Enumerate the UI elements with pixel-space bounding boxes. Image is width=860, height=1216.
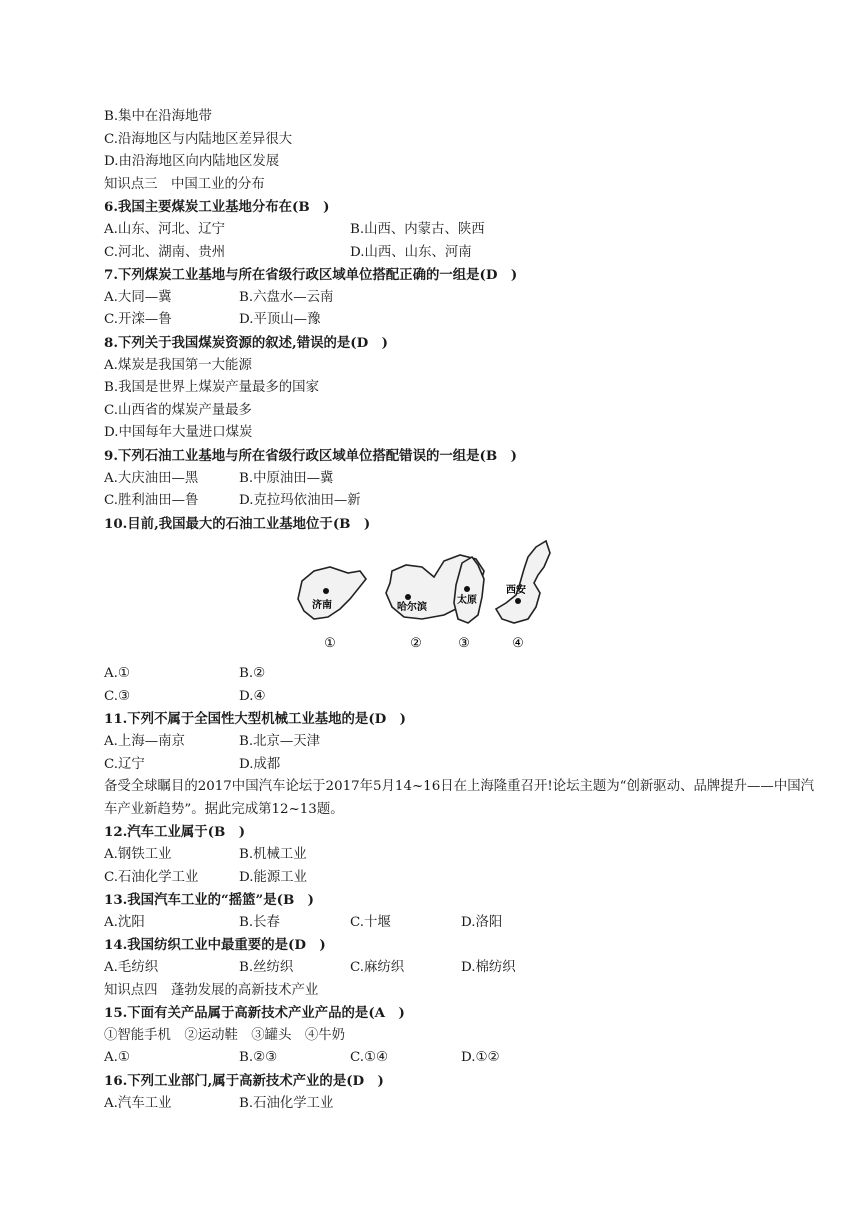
option-b: B.山西、内蒙古、陕西	[350, 221, 485, 237]
options-row	[104, 242, 824, 265]
option-d: D.①②	[461, 1050, 500, 1066]
option-c: C.①④	[350, 1050, 389, 1066]
option-c: C.开滦—鲁	[104, 312, 172, 328]
city-label: 哈尔滨	[397, 602, 427, 614]
options-row	[104, 912, 824, 935]
option-b: B.中原油田—冀	[239, 470, 334, 486]
option-a: A.大庆油田—黑	[104, 470, 199, 486]
options-row	[104, 1047, 824, 1070]
option-b: B.北京—天津	[239, 734, 321, 750]
question-stem: 14.我国纺织工业中最重要的是(	[104, 937, 295, 954]
option-a: A.煤炭是我国第一大能源	[104, 357, 252, 373]
question-10	[104, 513, 824, 536]
options-row	[104, 686, 824, 709]
city-label: 济南	[312, 600, 332, 612]
answer: B	[282, 892, 295, 909]
question-11	[104, 708, 824, 731]
options-row	[104, 219, 824, 242]
option-c: C.胜利油田—鲁	[104, 493, 199, 509]
paren-close: )	[385, 1005, 405, 1022]
option-b: B.我国是世界上煤炭产量最多的国家	[104, 380, 319, 396]
map-number: ④	[512, 636, 524, 652]
option-b: B.机械工业	[239, 847, 307, 863]
question-items: ①智能手机 ②运动鞋 ③罐头 ④牛奶	[104, 1027, 346, 1043]
option-a: A.钢铁工业	[104, 847, 172, 863]
paren-close: )	[225, 824, 246, 841]
question-stem: 6.我国主要煤炭工业基地分布在(	[104, 199, 299, 216]
option-c: C.山西省的煤炭产量最多	[104, 402, 252, 418]
option-a: A.汽车工业	[104, 1095, 172, 1111]
question-stem: 10.目前,我国最大的石油工业基地位于(	[104, 515, 340, 532]
answer: A	[374, 1005, 386, 1022]
option-b: B.六盘水—云南	[239, 289, 334, 305]
map-number: ③	[458, 636, 470, 652]
option-d: D.④	[239, 688, 266, 704]
option-c: C.石油化学工业	[104, 869, 199, 885]
options-row	[104, 287, 824, 310]
option-d: D.山西、山东、河南	[350, 244, 472, 260]
city-label: 太原	[457, 595, 477, 607]
question-8	[104, 332, 824, 355]
option-d: D.成都	[239, 756, 281, 772]
option-c: C.麻纺织	[350, 960, 405, 975]
option-b: B.②	[239, 666, 266, 682]
answer: D	[294, 937, 306, 954]
paren-close: )	[368, 334, 388, 351]
option-a: A.①	[104, 666, 130, 682]
options-row	[104, 957, 824, 980]
paren-close: )	[497, 447, 517, 464]
option-d: D.棉纺织	[461, 960, 516, 975]
map-number: ①	[324, 636, 336, 652]
question-9	[104, 445, 824, 468]
option-d: D.能源工业	[239, 869, 308, 885]
option-c: C.③	[104, 688, 131, 704]
province-maps	[104, 537, 824, 659]
paren-close: )	[294, 892, 315, 909]
paren-close: )	[305, 937, 326, 954]
options-row	[104, 468, 824, 491]
option-b: B.长春	[239, 914, 280, 930]
option-a: A.沈阳	[104, 914, 145, 930]
question-15	[104, 1002, 824, 1025]
answer: B	[485, 447, 498, 464]
question-stem: 15.下面有关产品属于高新技术产业产品的是(	[104, 1005, 375, 1022]
options-row	[104, 754, 824, 777]
map-shandong	[298, 567, 366, 651]
section-heading: 知识点三 中国工业的分布	[104, 176, 265, 192]
province-maps-figure	[104, 537, 824, 659]
paren-close: )	[350, 515, 371, 532]
question-13	[104, 889, 824, 912]
option-a: A.山东、河北、辽宁	[104, 221, 226, 237]
question-14	[104, 934, 824, 957]
options-row	[104, 490, 824, 513]
question-stem: 8.下列关于我国煤炭资源的叙述,错误的是(	[104, 334, 357, 351]
option-c: C.十堰	[350, 914, 391, 930]
map-shaanxi	[496, 541, 550, 651]
answer: B	[339, 515, 351, 532]
passage-text: 备受全球瞩目的2017中国汽车论坛于2017年5月14~16日在上海隆重召开!论坛主题为“创新驱动、品牌提升——中国汽车产业新趋势”。据此完成第12~13题。	[104, 779, 814, 817]
question-12	[104, 821, 824, 844]
option-d: D.中国每年大量进口煤炭	[104, 425, 253, 441]
option-c: C.辽宁	[104, 756, 145, 772]
question-stem: 7.下列煤炭工业基地与所在省级行政区域单位搭配正确的一组是(	[104, 267, 486, 284]
city-label: 西安	[506, 585, 526, 597]
answer: D	[356, 334, 369, 351]
option-b: B.②③	[239, 1050, 278, 1066]
answer: D	[374, 711, 387, 728]
option-a: A.上海—南京	[104, 734, 185, 750]
question-stem: 12.汽车工业属于(	[104, 824, 214, 841]
answer: B	[213, 824, 226, 841]
options-row	[104, 1093, 824, 1116]
option-b: B.石油化学工业	[239, 1095, 334, 1111]
paren-close: )	[364, 1072, 384, 1089]
question-7	[104, 264, 824, 287]
option-line: C.沿海地区与内陆地区差异很大	[104, 131, 293, 147]
question-stem: 11.下列不属于全国性大型机械工业基地的是(	[104, 711, 375, 728]
answer: B	[298, 199, 310, 216]
options-row	[104, 309, 824, 332]
option-d: D.克拉玛依油田—新	[239, 493, 361, 509]
option-c: C.河北、湖南、贵州	[104, 244, 226, 260]
option-d: D.洛阳	[461, 914, 503, 930]
question-stem: 16.下列工业部门,属于高新技术产业的是(	[104, 1072, 353, 1089]
map-number: ②	[410, 636, 422, 652]
paren-close: )	[309, 199, 330, 216]
option-a: A.毛纺织	[104, 960, 159, 975]
document-page	[104, 106, 824, 1115]
options-row	[104, 663, 824, 686]
answer: D	[485, 267, 498, 284]
option-a: A.大同—冀	[104, 289, 172, 305]
question-stem: 9.下列石油工业基地与所在省级行政区域单位搭配错误的一组是(	[104, 447, 486, 464]
option-a: A.①	[104, 1050, 130, 1066]
question-16	[104, 1070, 824, 1093]
question-stem: 13.我国汽车工业的“摇篮”是(	[104, 892, 283, 909]
paren-close: )	[386, 711, 407, 728]
option-d: D.平顶山—豫	[239, 312, 321, 328]
options-row	[104, 867, 824, 890]
paren-close: )	[497, 267, 518, 284]
answer: D	[352, 1072, 365, 1089]
question-6	[104, 196, 824, 219]
option-line: D.由沿海地区向内陆地区发展	[104, 154, 280, 170]
options-row	[104, 731, 824, 754]
section-heading: 知识点四 蓬勃发展的高新技术产业	[104, 982, 319, 998]
option-line: B.集中在沿海地带	[104, 109, 212, 124]
option-b: B.丝纺织	[239, 960, 294, 975]
options-row	[104, 844, 824, 867]
